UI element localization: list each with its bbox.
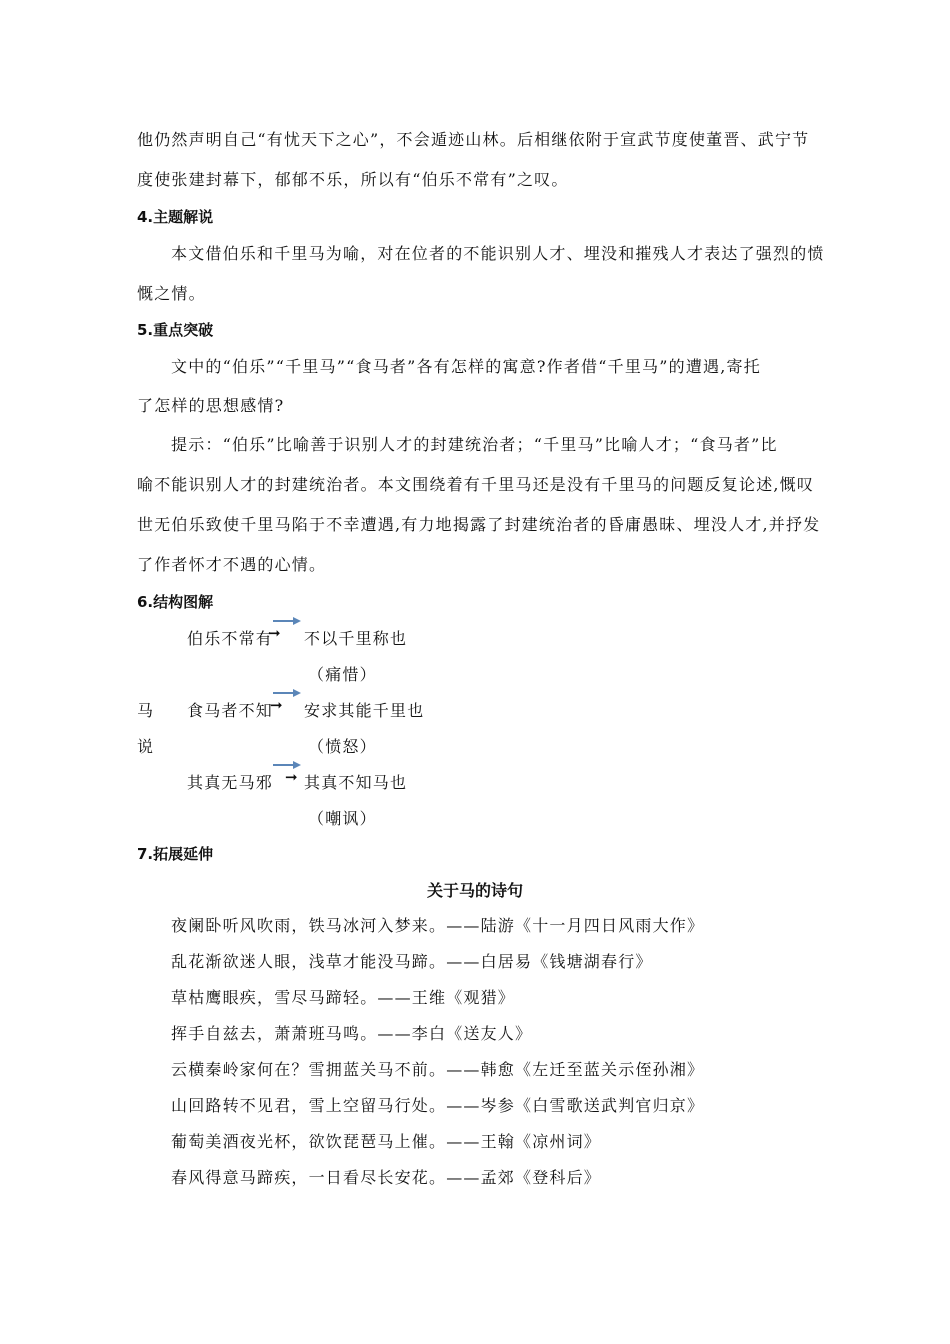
black-arrow-icon: ➞ [285, 768, 298, 786]
poem-line: 草枯鹰眼疾，雪尽马蹄轻。——王维《观猎》 [171, 988, 516, 1007]
poem-line: 葡萄美酒夜光杯，欲饮琵琶马上催。——王翰《凉州词》 [171, 1132, 602, 1151]
diagram-row-3-left: 其真无马邪 [187, 773, 274, 792]
diagram-row-1-left: 伯乐不常有 [187, 629, 274, 648]
section-4-line-2: 慨之情。 [137, 284, 206, 303]
section-7-heading: 7.拓展延伸 [137, 845, 214, 863]
section-5-question-line-2: 了怎样的思想感情? [137, 396, 285, 415]
poem-line: 山回路转不见君，雪上空留马行处。——岑参《白雪歌送武判官归京》 [171, 1096, 705, 1115]
diagram-row-1-right: 不以千里称也 [304, 629, 408, 648]
diagram-row-3-right: 其真不知马也 [304, 773, 408, 792]
section-6-heading: 6.结构图解 [137, 593, 214, 611]
poems-title: 关于马的诗句 [426, 881, 523, 900]
section-4-heading: 4.主题解说 [137, 208, 214, 226]
poem-line: 乱花渐欲迷人眼，浅草才能没马蹄。——白居易《钱塘湖春行》 [171, 952, 653, 971]
section-5-answer-line-4: 了作者怀才不遇的心情。 [137, 555, 327, 574]
section-4-line-1: 本文借伯乐和千里马为喻，对在位者的不能识别人才、埋没和摧残人才表达了强烈的愤 [171, 244, 825, 263]
diagram-row-3-emotion: （嘲讽） [308, 809, 377, 828]
poem-line: 春风得意马蹄疾，一日看尽长安花。——孟郊《登科后》 [171, 1168, 602, 1187]
blue-arrow-icon [272, 760, 302, 770]
section-5-answer-line-2: 喻不能识别人才的封建统治者。本文围绕着有千里马还是没有千里马的问题反复论述,慨叹 [137, 475, 815, 494]
poem-line: 挥手自兹去，萧萧班马鸣。——李白《送友人》 [171, 1024, 533, 1043]
blue-arrow-icon [272, 688, 302, 698]
intro-line-2: 度使张建封幕下，郁郁不乐，所以有“伯乐不常有”之叹。 [137, 170, 569, 189]
intro-line-1: 他仍然声明自己“有忧天下之心”，不会遁迹山林。后相继依附于宣武节度使董晋、武宁节 [137, 130, 810, 149]
black-arrow-icon: ➞ [270, 696, 283, 714]
section-5-answer-line-1: 提示：“伯乐”比喻善于识别人才的封建统治者；“千里马”比喻人才；“食马者”比 [171, 435, 778, 454]
diagram-side-char-shuo: 说 [137, 737, 155, 756]
section-5-question-line-1: 文中的“伯乐”“千里马”“食马者”各有怎样的寓意?作者借“千里马”的遭遇,寄托 [171, 357, 761, 376]
section-5-heading: 5.重点突破 [137, 321, 214, 339]
diagram-row-2-right: 安求其能千里也 [304, 701, 425, 720]
diagram-side-char-ma: 马 [137, 701, 155, 720]
black-arrow-icon: ➞ [268, 624, 281, 642]
poem-line: 夜阑卧听风吹雨，铁马冰河入梦来。——陆游《十一月四日风雨大作》 [171, 916, 705, 935]
diagram-row-2-emotion: （愤怒） [308, 737, 377, 756]
poem-line: 云横秦岭家何在？雪拥蓝关马不前。——韩愈《左迁至蓝关示侄孙湘》 [171, 1060, 705, 1079]
section-5-answer-line-3: 世无伯乐致使千里马陷于不幸遭遇,有力地揭露了封建统治者的昏庸愚昧、埋没人才,并抒发 [137, 515, 821, 534]
diagram-row-2-left: 食马者不知 [187, 701, 274, 720]
blue-arrow-icon [272, 616, 302, 626]
diagram-row-1-emotion: （痛惜） [308, 665, 377, 684]
